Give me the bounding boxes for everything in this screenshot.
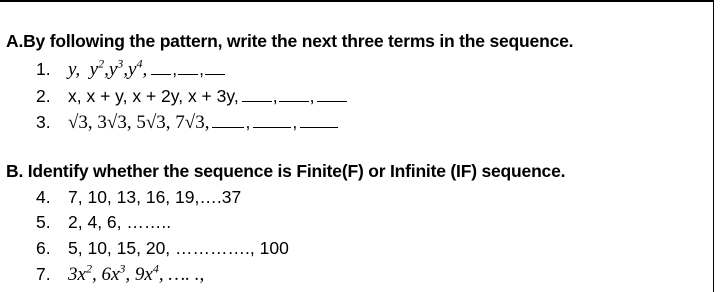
section-b-heading: B. Identify whether the sequence is Finite(F) or Infinite (IF) sequence. — [6, 161, 566, 181]
answer-blank[interactable] — [151, 60, 171, 75]
answer-blank[interactable] — [212, 113, 244, 128]
list-item-1: 1. y, $y^2,y^3,y^4$, , , — [36, 59, 226, 81]
page-right-border — [713, 0, 714, 292]
answer-blank[interactable] — [178, 60, 198, 75]
answer-blank[interactable] — [300, 113, 338, 128]
sequence-expression: $3x^2$, $6x^3$, $9x^4$, …. ., — [68, 261, 205, 285]
sequence-expression: 5, 10, 15, 20, …………., 100 — [68, 238, 289, 258]
sequence-expression: √3, 3√3, 5√3, 7√3, — [68, 112, 210, 133]
page-top-border — [0, 0, 714, 2]
sequence-expression: 2, 4, 6, …….. — [68, 212, 172, 232]
list-item-5 — [36, 212, 171, 234]
item-number: 6. — [36, 238, 51, 258]
answer-blank[interactable] — [253, 113, 291, 128]
list-item-4 — [36, 187, 241, 209]
sequence-expression: 7, 10, 13, 16, 19,….37 — [68, 187, 242, 207]
list-item-3: 3. √3, 3√3, 5√3, 7√3, , , — [36, 112, 339, 134]
sequence-expression: x, x + y, x + 2y, x + 3y, — [68, 86, 239, 106]
item-number: 1. — [36, 59, 51, 79]
answer-blank[interactable] — [205, 60, 225, 75]
item-number: 7. — [36, 264, 51, 284]
item-number: 5. — [36, 212, 51, 232]
list-item-6 — [36, 238, 289, 260]
list-item-7 — [36, 261, 205, 286]
item-number: 3. — [36, 112, 51, 132]
section-a-heading: A.By following the pattern, write the next three terms in the sequence. — [6, 31, 574, 51]
answer-blank[interactable] — [317, 87, 347, 102]
list-item-2: 2. x, x + y, x + 2y, x + 3y, , , — [36, 86, 348, 108]
answer-blank[interactable] — [242, 87, 272, 102]
item-number: 2. — [36, 86, 51, 106]
sequence-expression: y, $y^2,y^3,y^4$, — [68, 56, 148, 80]
answer-blank[interactable] — [279, 87, 309, 102]
item-number: 4. — [36, 187, 51, 207]
